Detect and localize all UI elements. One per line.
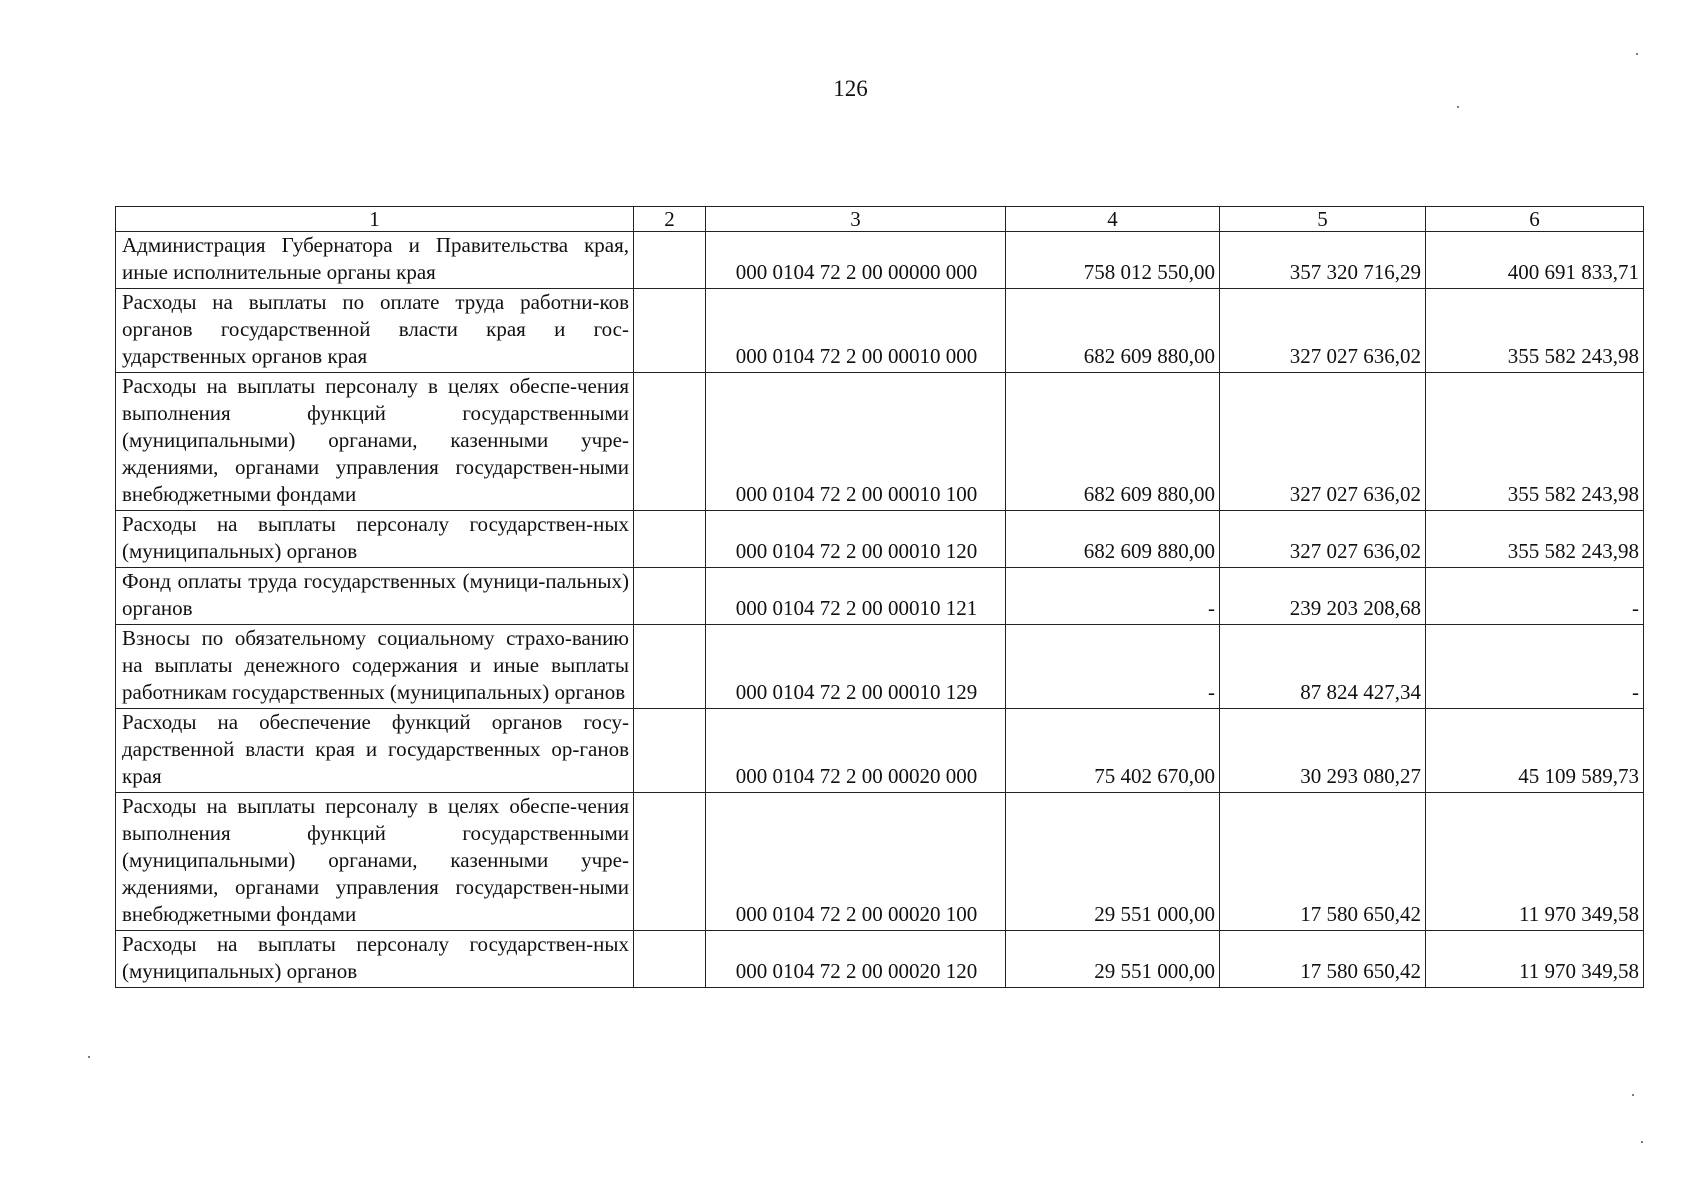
row-code: 000 0104 72 2 00 00010 129 <box>706 625 1006 709</box>
row-col4: 75 402 670,00 <box>1006 709 1220 793</box>
row-col5: 327 027 636,02 <box>1220 373 1426 511</box>
row-col6: - <box>1426 625 1644 709</box>
row-col2 <box>634 232 706 289</box>
row-code: 000 0104 72 2 00 00000 000 <box>706 232 1006 289</box>
row-col2 <box>634 511 706 568</box>
scan-speck <box>1641 1141 1643 1143</box>
row-col5: 87 824 427,34 <box>1220 625 1426 709</box>
row-name: Расходы на выплаты персоналу в целях обеспе-чения выполнения функций государственными (муниципальными) органами, казенными учре-ждениями, органами управления государствен-ными внебюджетными фондами <box>116 793 634 931</box>
row-col5: 327 027 636,02 <box>1220 289 1426 373</box>
table-row <box>116 511 1644 568</box>
row-col2 <box>634 793 706 931</box>
row-code: 000 0104 72 2 00 00010 120 <box>706 511 1006 568</box>
row-col4: 29 551 000,00 <box>1006 931 1220 988</box>
scan-speck <box>1632 1094 1634 1096</box>
row-name: Расходы на обеспечение функций органов госу-дарственной власти края и государственных ор-ганов края <box>116 709 634 793</box>
table-row <box>116 931 1644 988</box>
row-col2 <box>634 568 706 625</box>
row-col4: 682 609 880,00 <box>1006 289 1220 373</box>
page-number: 126 <box>833 76 868 101</box>
row-col6: 355 582 243,98 <box>1426 289 1644 373</box>
row-code: 000 0104 72 2 00 00020 000 <box>706 709 1006 793</box>
row-col6: 355 582 243,98 <box>1426 511 1644 568</box>
table-row <box>116 568 1644 625</box>
row-col4: 29 551 000,00 <box>1006 793 1220 931</box>
header-col-3: 3 <box>706 207 1006 232</box>
row-col4: 758 012 550,00 <box>1006 232 1220 289</box>
row-col6: 11 970 349,58 <box>1426 931 1644 988</box>
scan-speck <box>1636 53 1638 55</box>
header-row <box>116 207 1644 232</box>
row-name: Взносы по обязательному социальному страхо-ванию на выплаты денежного содержания и иные выплаты работникам государственных (муниципальных) органов <box>116 625 634 709</box>
row-col6: 45 109 589,73 <box>1426 709 1644 793</box>
row-col5: 30 293 080,27 <box>1220 709 1426 793</box>
row-col2 <box>634 709 706 793</box>
budget-table <box>115 206 1644 988</box>
table-row <box>116 289 1644 373</box>
row-code: 000 0104 72 2 00 00020 120 <box>706 931 1006 988</box>
row-col5: 17 580 650,42 <box>1220 931 1426 988</box>
row-name: Расходы на выплаты по оплате труда работни-ков органов государственной власти края и гос-ударственных органов края <box>116 289 634 373</box>
row-col6: 11 970 349,58 <box>1426 793 1644 931</box>
header-col-6: 6 <box>1426 207 1644 232</box>
header-col-4: 4 <box>1006 207 1220 232</box>
row-col2 <box>634 931 706 988</box>
row-col5: 239 203 208,68 <box>1220 568 1426 625</box>
row-name: Администрация Губернатора и Правительства края, иные исполнительные органы края <box>116 232 634 289</box>
row-col6: 400 691 833,71 <box>1426 232 1644 289</box>
row-name: Расходы на выплаты персоналу государствен-ных (муниципальных) органов <box>116 511 634 568</box>
row-code: 000 0104 72 2 00 00010 100 <box>706 373 1006 511</box>
row-code: 000 0104 72 2 00 00010 000 <box>706 289 1006 373</box>
row-col6: - <box>1426 568 1644 625</box>
row-col4: 682 609 880,00 <box>1006 373 1220 511</box>
table-row <box>116 373 1644 511</box>
header-col-2: 2 <box>634 207 706 232</box>
table-row <box>116 232 1644 289</box>
row-col5: 327 027 636,02 <box>1220 511 1426 568</box>
row-col5: 357 320 716,29 <box>1220 232 1426 289</box>
table-row <box>116 709 1644 793</box>
row-col2 <box>634 289 706 373</box>
row-col4: - <box>1006 625 1220 709</box>
row-code: 000 0104 72 2 00 00020 100 <box>706 793 1006 931</box>
scan-speck <box>88 1056 90 1058</box>
row-name: Расходы на выплаты персоналу государствен-ных (муниципальных) органов <box>116 931 634 988</box>
row-col2 <box>634 373 706 511</box>
scan-speck <box>1457 106 1459 108</box>
table-row <box>116 793 1644 931</box>
header-col-5: 5 <box>1220 207 1426 232</box>
header-col-1: 1 <box>116 207 634 232</box>
row-col6: 355 582 243,98 <box>1426 373 1644 511</box>
table-row <box>116 625 1644 709</box>
row-col4: 682 609 880,00 <box>1006 511 1220 568</box>
row-col5: 17 580 650,42 <box>1220 793 1426 931</box>
row-col4: - <box>1006 568 1220 625</box>
row-name: Расходы на выплаты персоналу в целях обеспе-чения выполнения функций государственными (муниципальными) органами, казенными учре-ждениями, органами управления государствен-ными внебюджетными фондами <box>116 373 634 511</box>
row-col2 <box>634 625 706 709</box>
row-name: Фонд оплаты труда государственных (муници-пальных) органов <box>116 568 634 625</box>
row-code: 000 0104 72 2 00 00010 121 <box>706 568 1006 625</box>
